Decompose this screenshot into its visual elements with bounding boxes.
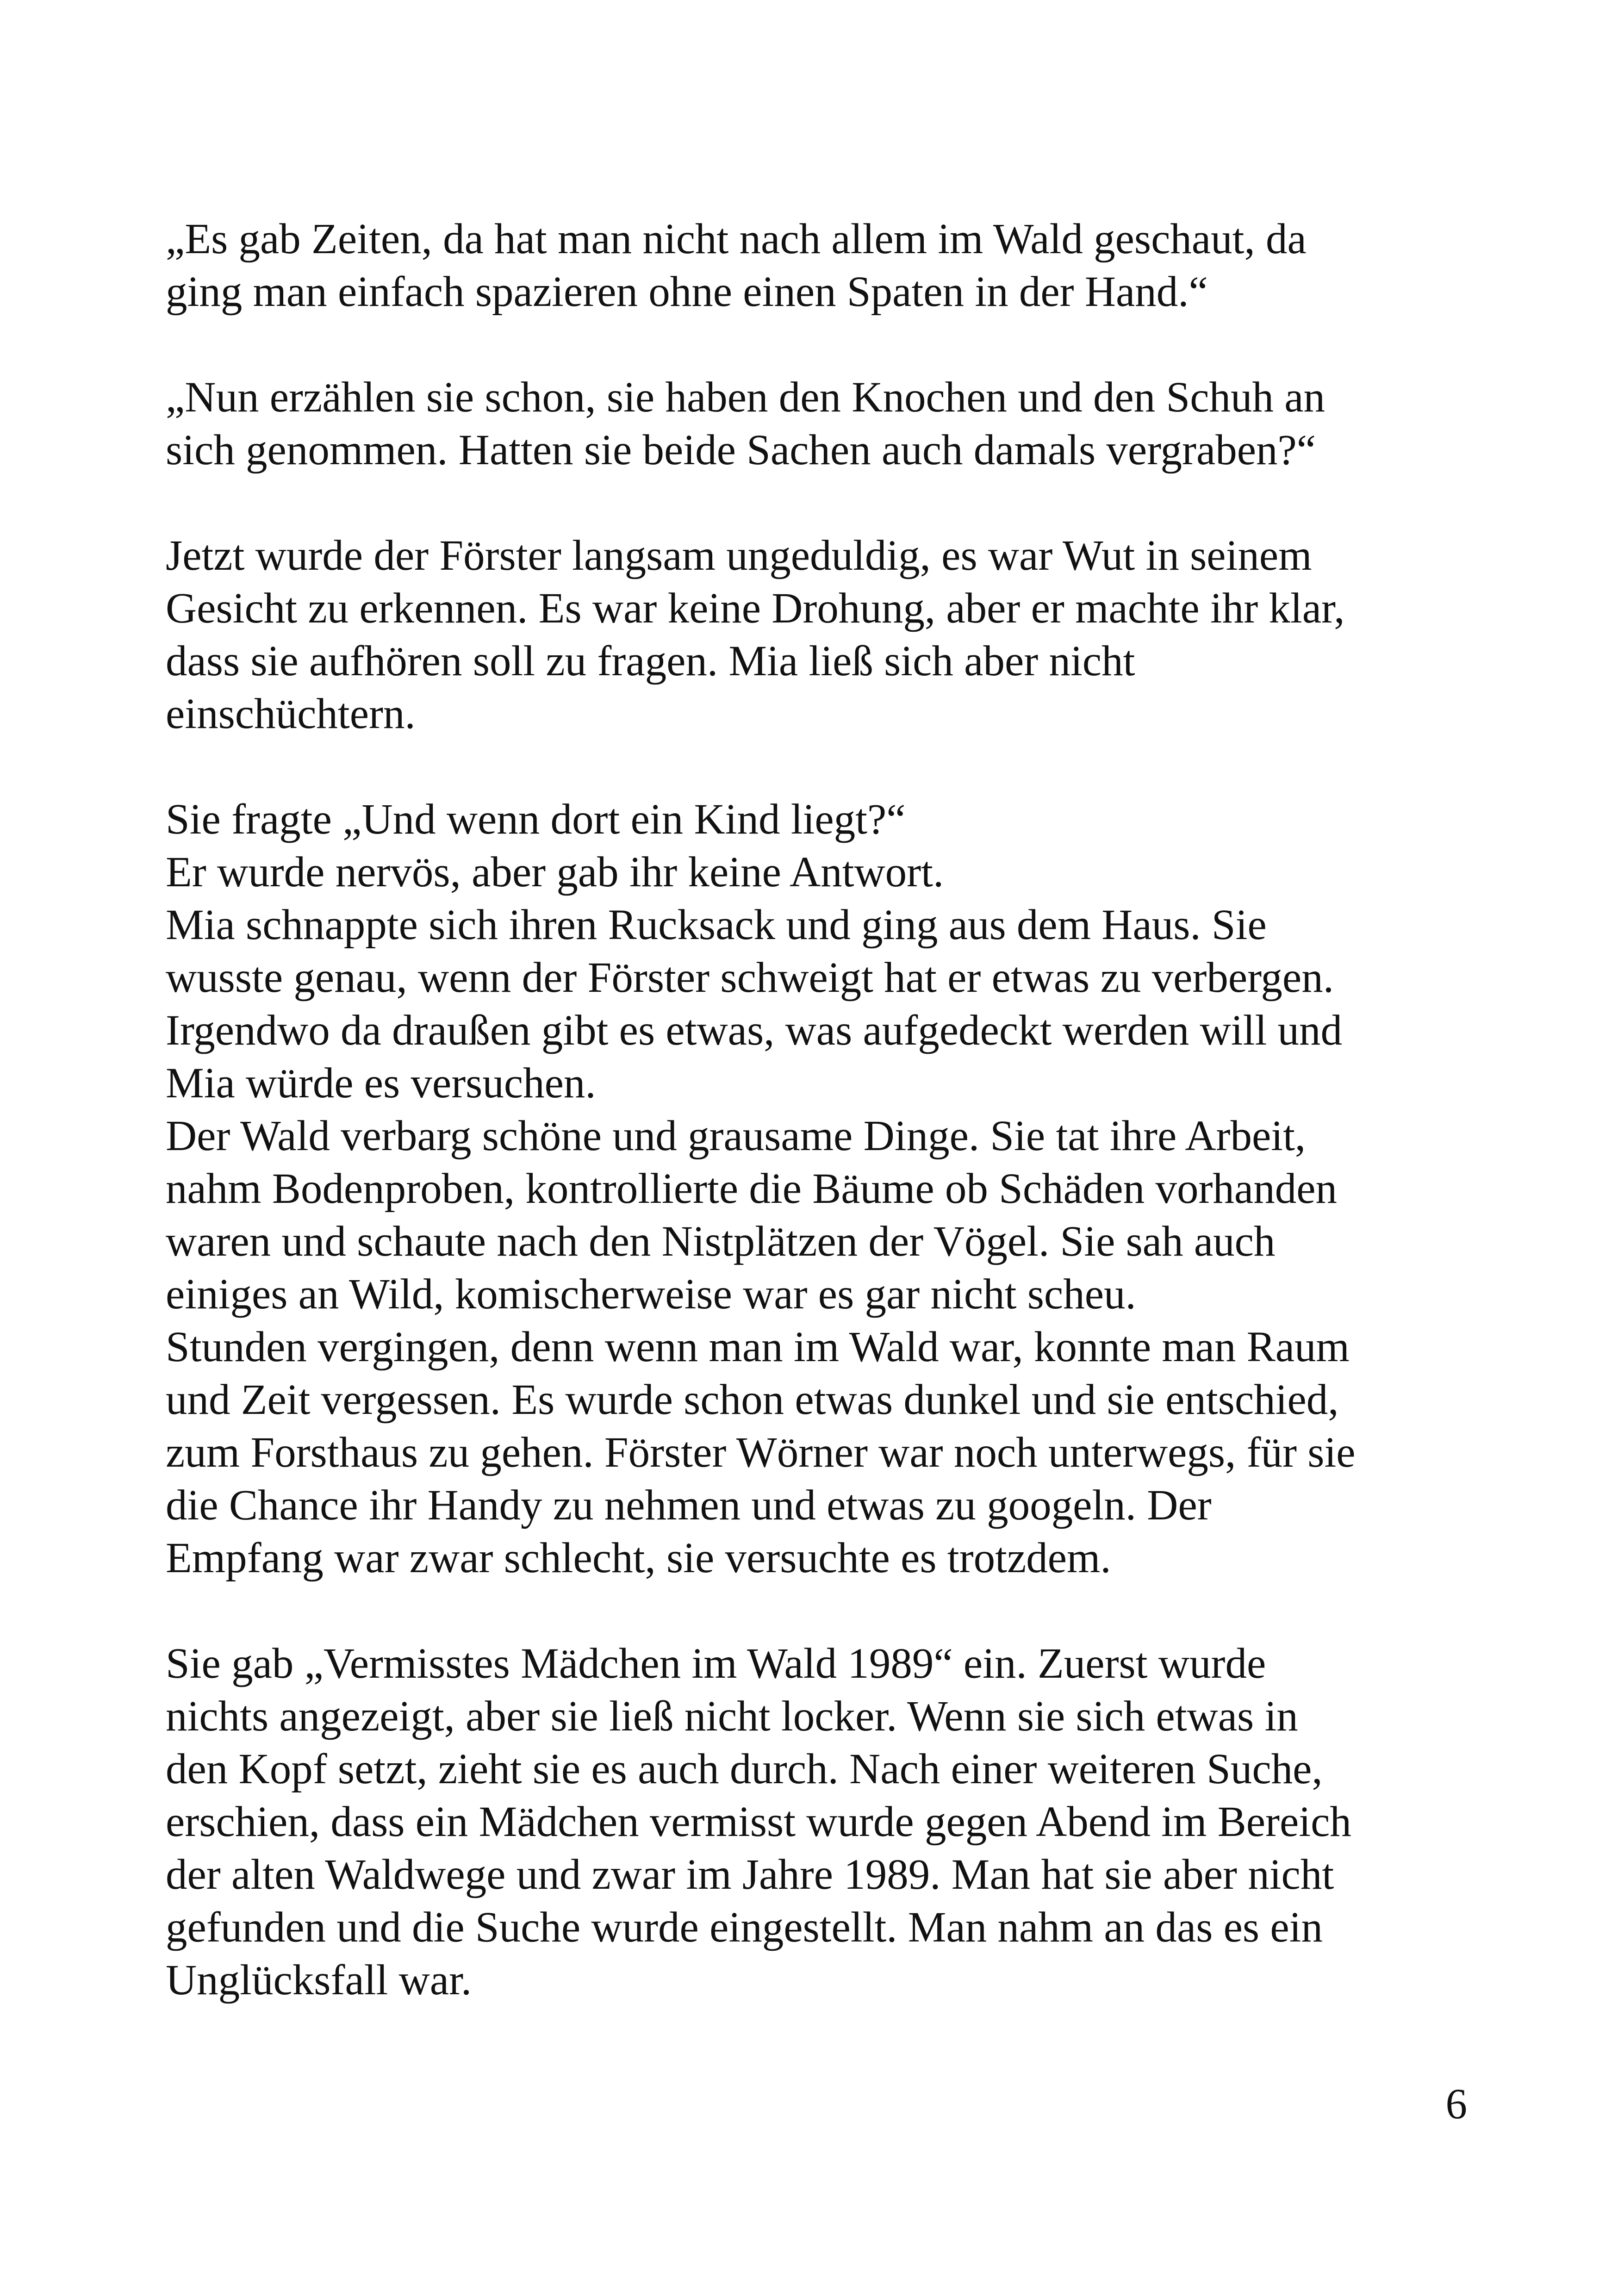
- text-line: gefunden und die Suche wurde eingestellt. Man nahm an das es ein: [166, 1904, 1323, 1951]
- paragraph-gap: [166, 740, 1480, 793]
- text-line: nichts angezeigt, aber sie ließ nicht locker. Wenn sie sich etwas in: [166, 1692, 1298, 1740]
- text-line: ging man einfach spazieren ohne einen Spaten in der Hand.“: [166, 268, 1208, 316]
- text-line: und Zeit vergessen. Es wurde schon etwas dunkel und sie entschied,: [166, 1376, 1339, 1424]
- text-line: wusste genau, wenn der Förster schweigt hat er etwas zu verbergen.: [166, 954, 1334, 1002]
- paragraph: [166, 793, 1480, 1585]
- text-line: Sie fragte „Und wenn dort ein Kind liegt?“: [166, 796, 906, 843]
- text-line: Er wurde nervös, aber gab ihr keine Antwort.: [166, 848, 944, 896]
- text-line: die Chance ihr Handy zu nehmen und etwas zu googeln. Der: [166, 1481, 1212, 1529]
- text-line: zum Forsthaus zu gehen. Förster Wörner war noch unterwegs, für sie: [166, 1429, 1356, 1476]
- paragraph: [166, 529, 1480, 740]
- text-line: „Nun erzählen sie schon, sie haben den Knochen und den Schuh an: [166, 373, 1326, 421]
- text-line: erschien, dass ein Mädchen vermisst wurde gegen Abend im Bereich: [166, 1798, 1351, 1846]
- paragraph-gap: [166, 1585, 1480, 1637]
- paragraph: [166, 1637, 1480, 2007]
- text-line: Mia würde es versuchen.: [166, 1059, 596, 1107]
- text-line: dass sie aufhören soll zu fragen. Mia ließ sich aber nicht: [166, 637, 1135, 685]
- text-line: Empfang war zwar schlecht, sie versuchte es trotzdem.: [166, 1534, 1111, 1582]
- page-number: 6: [1445, 2080, 1467, 2128]
- text-line: Der Wald verbarg schöne und grausame Dinge. Sie tat ihre Arbeit,: [166, 1112, 1306, 1160]
- text-line: Irgendwo da draußen gibt es etwas, was aufgedeckt werden will und: [166, 1007, 1343, 1054]
- text-line: Stunden vergingen, denn wenn man im Wald war, konnte man Raum: [166, 1323, 1350, 1371]
- text-line: einiges an Wild, komischerweise war es gar nicht scheu.: [166, 1270, 1136, 1318]
- text-line: den Kopf setzt, zieht sie es auch durch. Nach einer weiteren Suche,: [166, 1745, 1323, 1793]
- text-line: Mia schnappte sich ihren Rucksack und ging aus dem Haus. Sie: [166, 901, 1267, 949]
- paragraph: [166, 213, 1480, 318]
- text-line: der alten Waldwege und zwar im Jahre 1989. Man hat sie aber nicht: [166, 1851, 1334, 1898]
- paragraph: [166, 371, 1480, 477]
- body-text: [166, 213, 1480, 2007]
- text-line: sich genommen. Hatten sie beide Sachen auch damals vergraben?“: [166, 426, 1316, 474]
- text-line: Unglücksfall war.: [166, 1956, 472, 2004]
- text-line: Jetzt wurde der Förster langsam ungeduldig, es war Wut in seinem: [166, 532, 1312, 579]
- paragraph-gap: [166, 477, 1480, 529]
- text-line: Sie gab „Vermisstes Mädchen im Wald 1989“ ein. Zuerst wurde: [166, 1640, 1266, 1687]
- text-line: Gesicht zu erkennen. Es war keine Drohung, aber er machte ihr klar,: [166, 585, 1345, 632]
- paragraph-gap: [166, 318, 1480, 371]
- text-line: nahm Bodenproben, kontrollierte die Bäume ob Schäden vorhanden: [166, 1165, 1337, 1213]
- text-line: „Es gab Zeiten, da hat man nicht nach allem im Wald geschaut, da: [166, 215, 1307, 263]
- text-line: waren und schaute nach den Nistplätzen der Vögel. Sie sah auch: [166, 1218, 1276, 1265]
- text-line: einschüchtern.: [166, 690, 416, 738]
